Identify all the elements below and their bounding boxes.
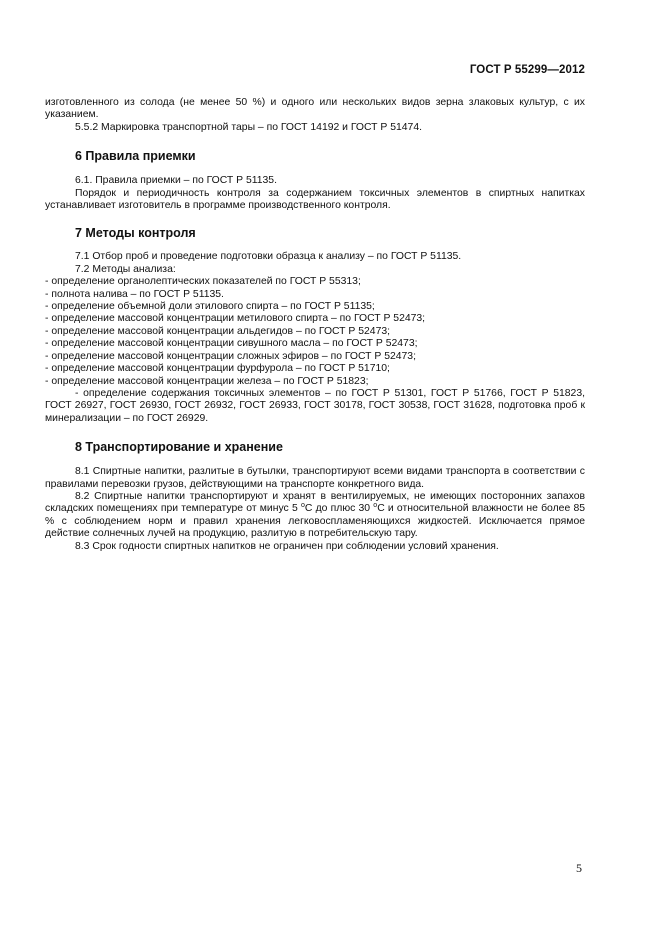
- method-item: - определение массовой концентрации фурфурола – по ГОСТ Р 51710;: [45, 363, 390, 375]
- method-item: - определение массовой концентрации альдегидов – по ГОСТ Р 52473;: [45, 325, 391, 337]
- paragraph-6-2: Порядок и периодичность контроля за содержанием токсичных элементов в спиртных напитках устанавливает изготовитель в программе производственного контроля.: [45, 187, 585, 212]
- page-content: [45, 97, 585, 553]
- paragraph-7-1: 7.1 Отбор проб и проведение подготовки образца к анализу – по ГОСТ Р 51135.: [75, 251, 462, 263]
- section-6-title: 6 Правила приемки: [75, 149, 196, 164]
- method-item: - определение массовой концентрации сивушного масла – по ГОСТ Р 52473;: [45, 338, 418, 350]
- continuation-paragraph: изготовленного из солода (не менее 50 %) и одного или нескольких видов зерна злаковых культур, с их указанием.: [45, 97, 585, 121]
- paragraph-8-2-part-e: С и относительной влажности не более 85 % с соблюдением норм и правил хранения легковоспламеняющихся жидкостей. Исключается прямое действие солнечных лучей на продукцию, разлитую в потребительскую тару.: [45, 503, 585, 540]
- page-number: 5: [576, 861, 582, 875]
- paragraph-5-5-2: 5.5.2 Маркировка транспортной тары – по ГОСТ 14192 и ГОСТ Р 51474.: [75, 121, 422, 133]
- section-8-title: 8 Транспортирование и хранение: [75, 440, 283, 455]
- paragraph-8-3: 8.3 Срок годности спиртных напитков не ограничен при соблюдении условий хранения.: [75, 540, 499, 552]
- method-item: - полнота налива – по ГОСТ Р 51135.: [45, 288, 224, 300]
- degree-sign: о: [373, 502, 378, 510]
- method-item-toxic-elements: - определение содержания токсичных элементов – по ГОСТ Р 51301, ГОСТ Р 51766, ГОСТ Р 51823, ГОСТ 26927, ГОСТ 26930, ГОСТ 26932, ГОСТ 26933, ГОСТ 30178, ГОСТ 30538, ГОСТ 31628, подготовка проб к минерализации – по ГОСТ 26929.: [45, 387, 585, 424]
- paragraph-7-2: 7.2 Методы анализа:: [75, 263, 176, 275]
- degree-sign: о: [300, 502, 305, 510]
- method-item: - определение массовой концентрации метилового спирта – по ГОСТ Р 52473;: [45, 313, 426, 325]
- method-item: - определение объемной доли этилового спирта – по ГОСТ Р 51135;: [45, 301, 375, 313]
- method-item: - определение органолептических показателей по ГОСТ Р 55313;: [45, 276, 361, 288]
- paragraph-8-1: 8.1 Спиртные напитки, разлитые в бутылки, транспортируют всеми видами транспорта в соответствии с правилами перевозки грузов, действующими на транспорте конкретного вида.: [45, 466, 585, 490]
- paragraph-6-1: 6.1. Правила приемки – по ГОСТ Р 51135.: [75, 175, 277, 187]
- method-item: - определение массовой концентрации сложных эфиров – по ГОСТ Р 52473;: [45, 350, 416, 362]
- paragraph-8-2: [45, 491, 585, 541]
- method-item: - определение массовой концентрации железа – по ГОСТ Р 51823;: [45, 375, 369, 387]
- document-code: ГОСТ Р 55299—2012: [469, 64, 585, 76]
- paragraph-8-2-part-c: С до плюс 30: [304, 503, 374, 515]
- section-7-title: 7 Методы контроля: [75, 226, 196, 241]
- paragraph-8-2-part-a: 8.2 Спиртные напитки транспортируют и хранят в вентилируемых, не имеющих посторонних запахов складских помещениях при температуре от минус 5: [45, 490, 585, 515]
